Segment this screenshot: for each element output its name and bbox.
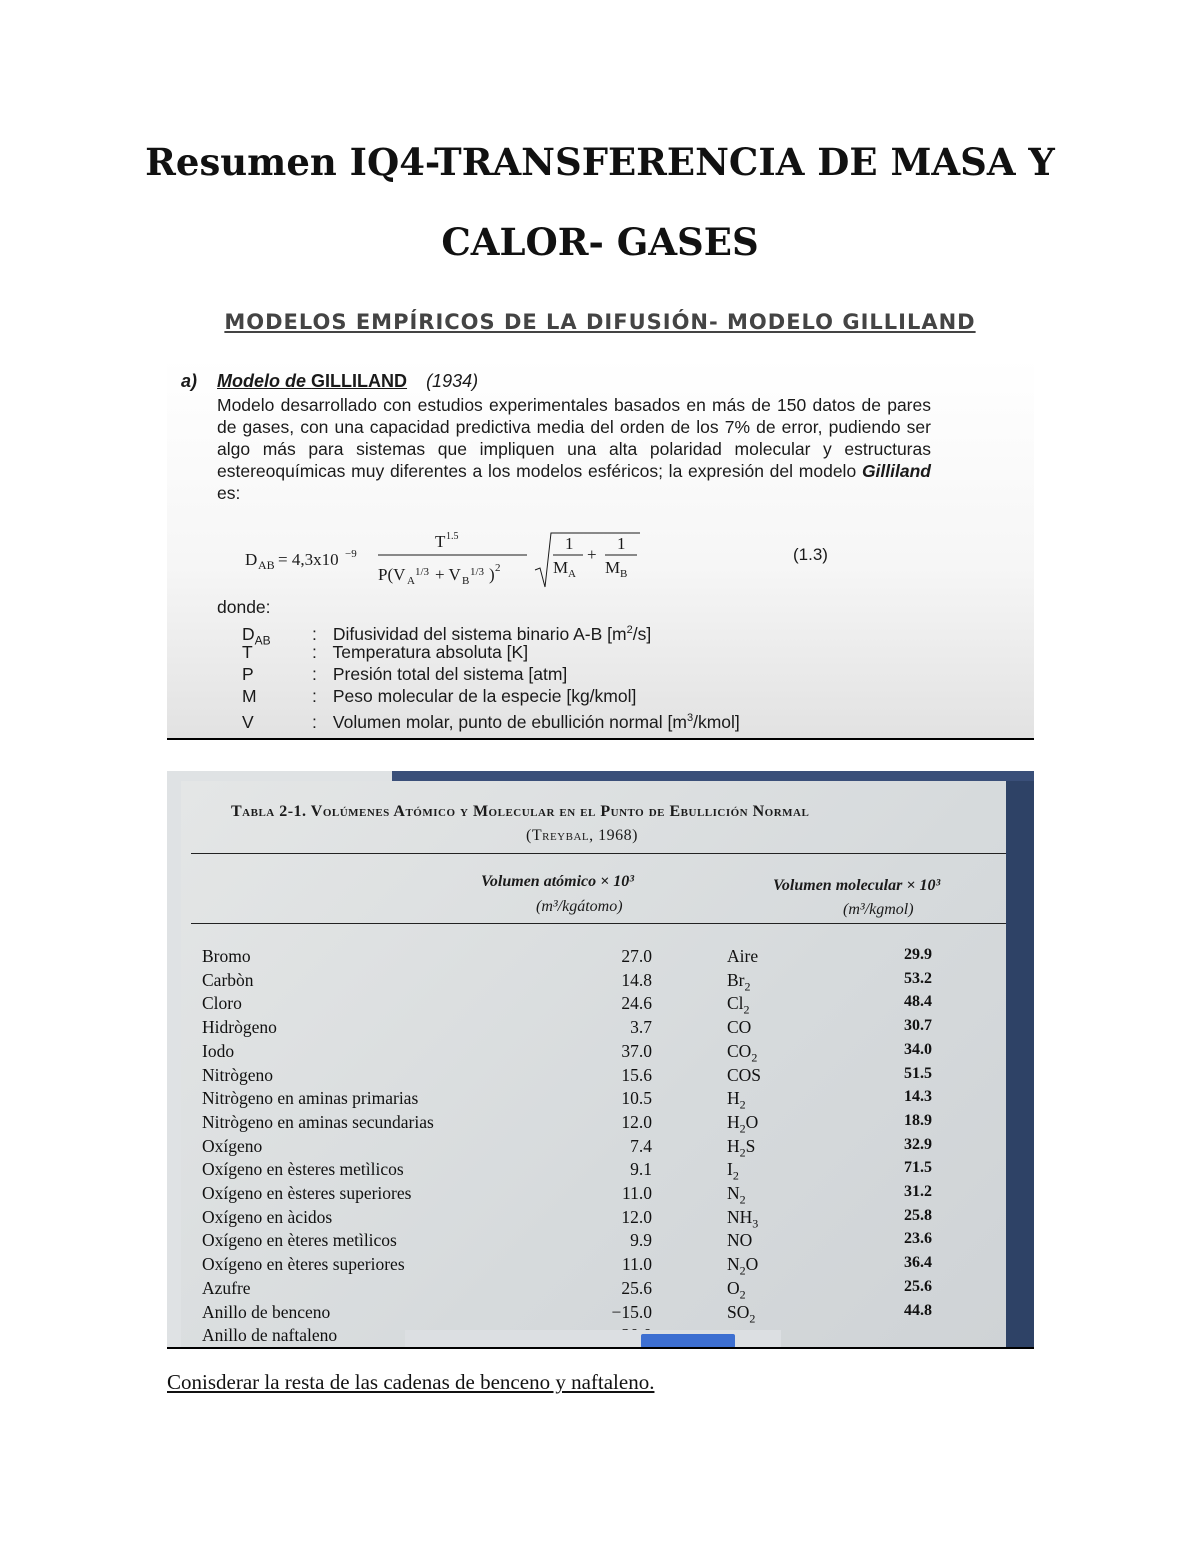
element-name: Nitrògeno en aminas secundarias <box>202 1111 434 1132</box>
gilliland-model-figure <box>167 357 1034 738</box>
variable-subscript: AB <box>254 633 271 648</box>
variable-row: M : Peso molecular de la especie [kg/kmol] <box>242 686 637 706</box>
heading-name: GILLILAND <box>311 371 408 391</box>
molecule-formula <box>727 1017 751 1042</box>
gilliland-heading <box>181 371 478 392</box>
svg-text:B: B <box>462 575 470 587</box>
molecule-formula <box>727 1088 746 1113</box>
document-title-line-1: Resumen IQ4-TRANSFERENCIA DE MASA Y <box>145 140 1055 184</box>
table-header-rule <box>191 923 1006 924</box>
molecular-volume: 32.9 <box>904 1135 932 1153</box>
svg-text:M: M <box>553 558 569 577</box>
molecule-formula <box>727 1254 758 1279</box>
variable-row: V : Volumen molar, punto de ebullición normal $[m^3/kmol]$ <box>242 711 740 732</box>
molecule-formula <box>727 1302 755 1327</box>
molecular-volume: 48.4 <box>904 993 932 1011</box>
formula-subscript: 2 <box>739 1121 746 1136</box>
footnote: Conisderar la resta de las cadenas de benceno y naftaleno. <box>167 1370 655 1394</box>
variable-symbol: M <box>242 686 257 706</box>
element-name: Anillo de naftaleno <box>202 1325 338 1346</box>
formula-subscript: 2 <box>732 1168 739 1183</box>
variable-description: Presión total del sistema [atm] <box>332 664 568 684</box>
column-header-molecular: Volumen molecular × 10³ <box>773 877 941 894</box>
atomic-volume: 12.0 <box>621 1206 652 1227</box>
gilliland-equation <box>245 525 828 595</box>
atomic-volume: 25.6 <box>621 1277 652 1298</box>
atomic-volume: 9.1 <box>630 1159 652 1180</box>
divider-rule <box>167 1347 1034 1349</box>
molecular-volume: 51.5 <box>904 1064 932 1082</box>
description-end: es: <box>217 483 241 503</box>
svg-text:P(V: P(V <box>378 565 406 584</box>
molecular-volume: 71.5 <box>904 1159 932 1177</box>
photo-background-edge <box>1006 781 1034 1348</box>
molecular-volume: 29.9 <box>904 946 932 963</box>
equation-number: (1.3) <box>793 545 828 564</box>
atomic-volume: 11.0 <box>622 1183 652 1203</box>
table-source: (Treybal, 1968) <box>526 827 638 844</box>
formula-base: N <box>727 1254 740 1275</box>
svg-text:AB: AB <box>258 558 275 572</box>
molecule-formula <box>727 993 750 1018</box>
molecule-formula <box>727 1065 761 1090</box>
variable-superscript: 3 <box>686 712 694 724</box>
svg-text:A: A <box>568 568 576 580</box>
svg-text:): ) <box>489 565 495 584</box>
formula-base: O <box>727 1277 740 1298</box>
variable-description-end: /s] <box>632 623 652 644</box>
formula-subscript: 2 <box>739 1097 746 1112</box>
variable-row: T : Temperatura absoluta [K] <box>242 642 529 662</box>
svg-text:+ V: + V <box>435 565 461 584</box>
variable-description: Volumen molar, punto de ebullición normal [m <box>332 711 687 732</box>
volume-table-photo <box>167 771 1034 1348</box>
atomic-volume: 11.0 <box>622 1254 652 1275</box>
table-title: Tabla 2-1. Volúmenes Atómico y Molecular en el Punto de Ebullición Normal <box>231 803 810 820</box>
svg-text:1: 1 <box>617 534 626 553</box>
molecule-formula <box>727 1112 758 1137</box>
molecule-formula <box>727 1136 755 1161</box>
formula-base: H <box>727 1111 740 1132</box>
variable-row: $D_{AB}$ : Difusividad del sistema binario A-B $[m^2/s]$ <box>242 623 652 648</box>
formula-base: CO <box>727 1017 752 1038</box>
svg-text:D: D <box>245 550 258 569</box>
column-unit-molecular: (m³/kgmol) <box>843 901 914 918</box>
formula-subscript: 2 <box>739 1287 746 1302</box>
element-name: Bromo <box>202 946 251 966</box>
table-page <box>181 781 1006 1348</box>
donde-label: donde: <box>217 597 271 617</box>
gilliland-description <box>217 394 931 504</box>
document-title-line-2: CALOR- GASES <box>441 220 759 264</box>
svg-text:2: 2 <box>495 562 501 574</box>
molecular-volume: 31.2 <box>904 1183 932 1200</box>
element-name: Azufre <box>202 1277 251 1298</box>
variable-row: P : Presión total del sistema [atm] <box>242 664 568 684</box>
divider-rule <box>167 738 1034 740</box>
formula-tail: O <box>745 1111 759 1132</box>
variable-list <box>242 619 740 732</box>
video-overlay-bar <box>405 1330 781 1348</box>
molecular-volume: 44.8 <box>904 1301 932 1319</box>
overlay-button <box>641 1334 735 1348</box>
svg-text:1.5: 1.5 <box>446 531 459 542</box>
molecular-volume: 53.2 <box>904 969 932 987</box>
atomic-volume: 9.9 <box>630 1230 652 1251</box>
atomic-volume: 24.6 <box>621 993 652 1014</box>
element-name: Oxígeno en èteres metìlicos <box>202 1230 397 1251</box>
molecule-formula <box>727 1183 746 1208</box>
molecule-formula <box>727 1041 757 1066</box>
formula-subscript: 2 <box>751 1050 758 1065</box>
formula-base: SO <box>727 1301 750 1322</box>
formula-base: N <box>727 1183 740 1203</box>
formula-subscript: 2 <box>739 1192 746 1207</box>
molecular-volume: 34.0 <box>904 1040 932 1058</box>
element-name: Nitrògeno <box>202 1064 273 1085</box>
column-header-atomic: Volumen atómico × 10³ <box>481 873 635 890</box>
table-top-rule <box>191 853 1006 854</box>
description-bold: Gilliland <box>861 461 931 481</box>
atomic-volume: 27.0 <box>621 946 652 966</box>
atomic-volume: 14.8 <box>621 969 652 990</box>
molecular-volume: 14.3 <box>904 1088 932 1106</box>
element-name: Oxígeno en èteres superiores <box>202 1254 405 1275</box>
formula-subscript: 3 <box>752 1216 759 1231</box>
atomic-volume: 12.0 <box>621 1111 652 1132</box>
element-name: Cloro <box>202 993 242 1014</box>
svg-text:B: B <box>620 568 628 580</box>
svg-text:T: T <box>435 532 446 551</box>
element-name: Carbòn <box>202 969 254 990</box>
svg-text:−9: −9 <box>345 548 357 560</box>
section-subtitle: MODELOS EMPÍRICOS DE LA DIFUSIÓN- MODELO GILLILAND <box>224 310 976 334</box>
element-name: Iodo <box>202 1040 235 1061</box>
molecule-formula <box>727 946 758 971</box>
molecular-volume: 23.6 <box>904 1230 932 1248</box>
molecular-volume: 25.6 <box>904 1277 932 1295</box>
equation-graphic <box>245 525 705 595</box>
formula-base: Cl <box>727 993 744 1014</box>
item-letter: a) <box>181 371 198 391</box>
formula-tail: O <box>745 1254 759 1275</box>
formula-base: COS <box>727 1064 762 1085</box>
variable-symbol: T <box>242 642 253 662</box>
svg-text:A: A <box>407 575 415 587</box>
variable-description: Temperatura absoluta [K] <box>332 642 529 662</box>
svg-text:1/3: 1/3 <box>415 566 430 578</box>
formula-base: NH <box>727 1206 753 1227</box>
svg-text:= 4,3x10: = 4,3x10 <box>278 550 339 569</box>
atomic-volume: 37.0 <box>621 1040 652 1061</box>
atomic-volume: 10.5 <box>621 1088 652 1109</box>
formula-base: H <box>727 1135 740 1156</box>
variable-description: Peso molecular de la especie [kg/kmol] <box>332 686 637 706</box>
molecule-formula <box>727 1207 758 1232</box>
variable-symbol: D <box>242 623 255 644</box>
variable-superscript: 2 <box>626 624 633 636</box>
element-name: Anillo de benceno <box>202 1301 331 1322</box>
molecule-formula <box>727 970 751 995</box>
variable-symbol: P <box>242 664 254 684</box>
heading-prefix: Modelo de <box>217 371 307 391</box>
formula-subscript: 2 <box>744 979 751 994</box>
molecule-formula <box>727 1278 746 1303</box>
variable-description: Difusividad del sistema binario A-B [m <box>332 623 627 644</box>
formula-base: Aire <box>727 946 759 966</box>
element-name: Hidrògeno <box>202 1017 277 1038</box>
formula-subscript: 2 <box>743 1002 750 1017</box>
formula-subscript: 2 <box>739 1263 746 1278</box>
formula-base: CO <box>727 1040 752 1061</box>
formula-tail: S <box>745 1135 756 1156</box>
formula-base: I <box>727 1159 733 1180</box>
formula-subscript: 2 <box>749 1311 756 1325</box>
element-name: Oxígeno en èsteres metìlicos <box>202 1159 404 1180</box>
molecular-volume: 30.7 <box>904 1017 932 1035</box>
atomic-volume: 3.7 <box>630 1017 652 1038</box>
molecular-volume: 36.4 <box>904 1254 932 1272</box>
element-name: Oxígeno en èsteres superiores <box>202 1183 412 1203</box>
element-name: Nitrògeno en aminas primarias <box>202 1088 419 1109</box>
svg-text:1: 1 <box>565 534 574 553</box>
variable-description-end: /kmol] <box>693 711 740 732</box>
element-name: Oxígeno en àcidos <box>202 1206 333 1227</box>
element-name: Oxígeno <box>202 1135 263 1156</box>
formula-base: NO <box>727 1230 753 1251</box>
formula-base: Br <box>727 969 745 990</box>
description-text: Modelo desarrollado con estudios experimentales basados en más de 150 datos de pares de gases, con una capacidad predictiva media del orden de los 7% de error, pudiendo ser algo más para sistemas que impliquen una alta polaridad molecular y estructuras estereoquímicas muy diferentes a los modelos esféricos; la expresión del modelo <box>217 395 931 481</box>
molecular-volume: 25.8 <box>904 1206 932 1224</box>
svg-text:M: M <box>605 558 621 577</box>
variable-symbol: V <box>242 711 254 732</box>
molecular-volume: 18.9 <box>904 1111 932 1129</box>
formula-subscript: 2 <box>739 1145 746 1160</box>
atomic-volume: −15.0 <box>611 1301 652 1322</box>
molecule-formula <box>727 1159 739 1184</box>
svg-text:1/3: 1/3 <box>470 566 485 578</box>
column-unit-atomic: (m³/kgátomo) <box>536 898 623 915</box>
molecule-formula <box>727 1230 752 1255</box>
svg-text:+: + <box>587 545 597 564</box>
atomic-volume: 7.4 <box>630 1135 652 1156</box>
atomic-volume: 15.6 <box>621 1064 652 1085</box>
formula-base: H <box>727 1088 740 1109</box>
heading-year: (1934) <box>426 371 479 391</box>
